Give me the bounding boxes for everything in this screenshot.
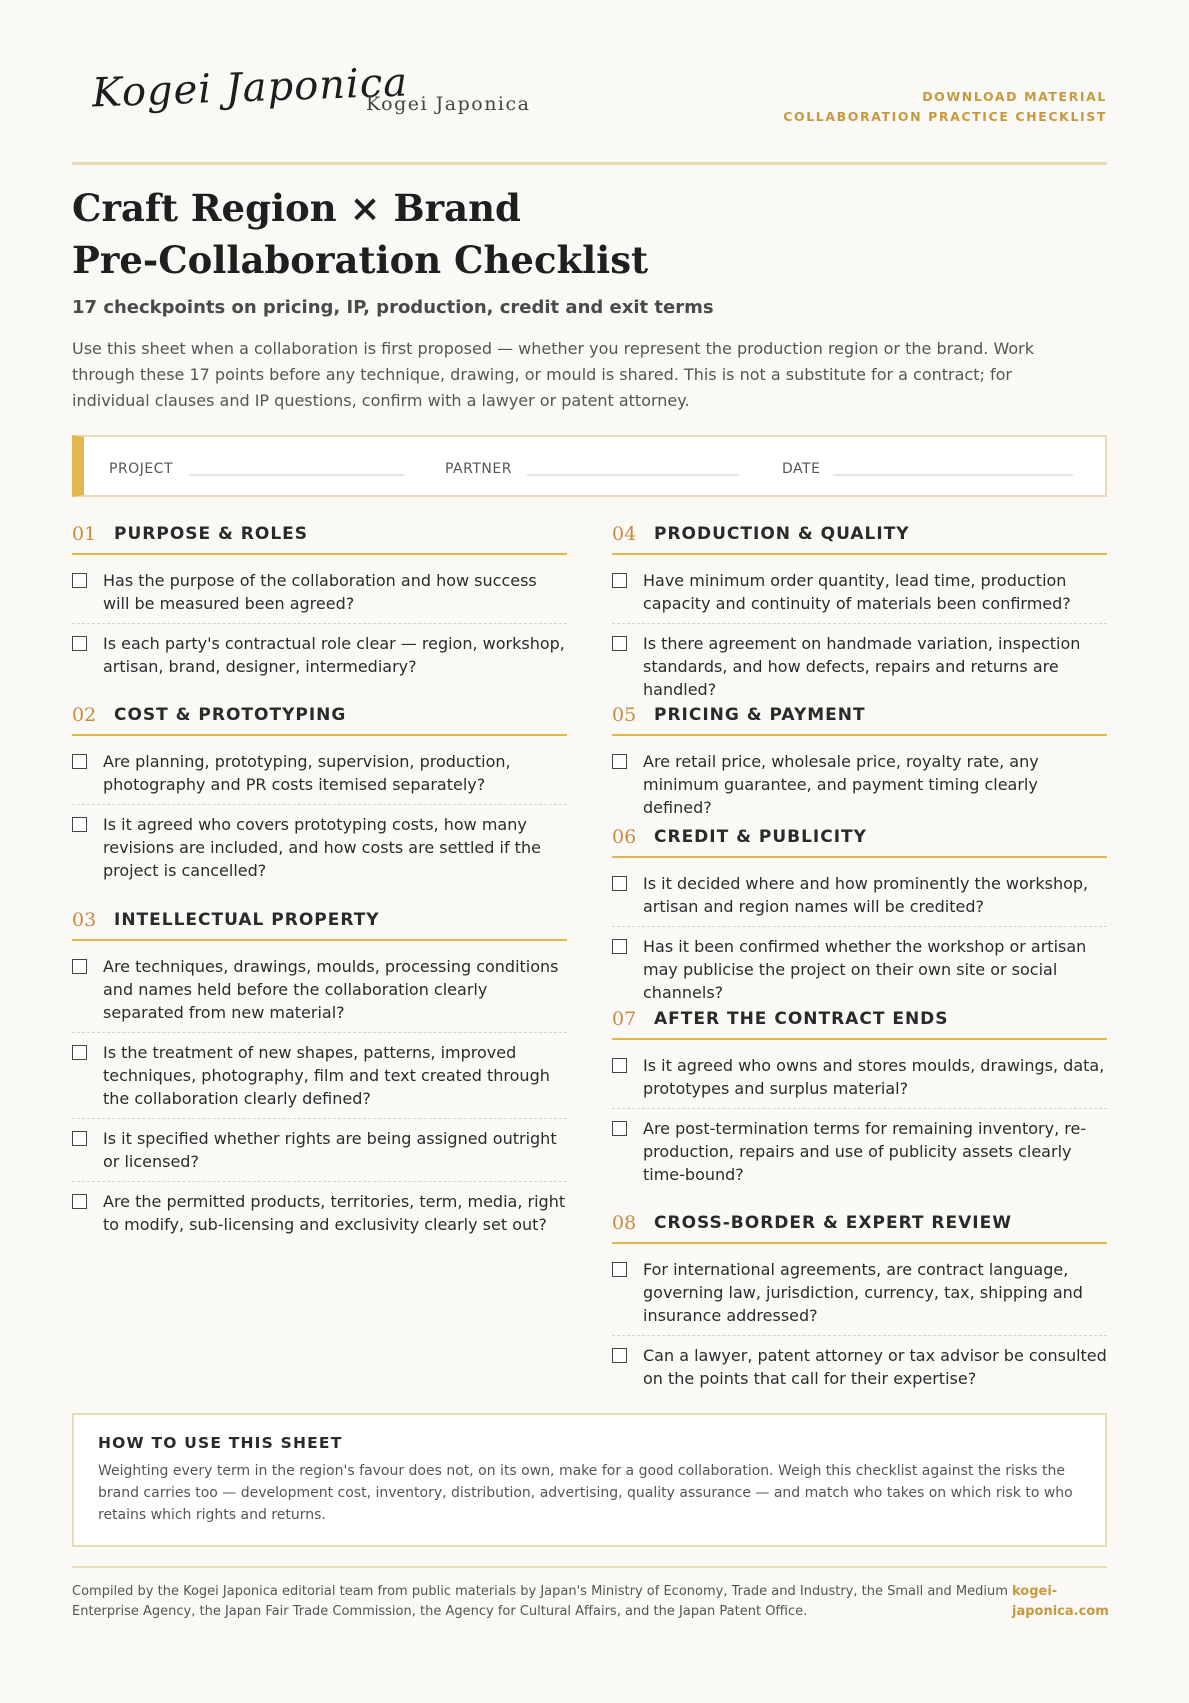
checkbox[interactable]	[612, 1262, 627, 1277]
section-title: AFTER THE CONTRACT ENDS	[654, 1009, 949, 1029]
section-08	[612, 1206, 1107, 1398]
page-title	[72, 182, 648, 286]
checklist-items	[612, 1046, 1107, 1194]
item-text: For international agreements, are contract language, governing law, jurisdiction, currency, tax, shipping and insurance addressed?	[643, 1260, 1083, 1325]
tag-line-checklist: COLLABORATION PRACTICE CHECKLIST	[783, 109, 1107, 124]
section-04	[612, 517, 1107, 709]
footer	[72, 1566, 1107, 1622]
checkbox[interactable]	[612, 939, 627, 954]
logo-wordmark: Kogei Japonica	[366, 93, 531, 115]
checklist-item	[72, 561, 567, 624]
checklist-item	[612, 1046, 1107, 1109]
checkbox[interactable]	[72, 754, 87, 769]
checkbox[interactable]	[612, 876, 627, 891]
how-to-use-box	[72, 1413, 1107, 1547]
item-text: Is there agreement on handmade variation, inspection standards, and how defects, repairs and returns are handled?	[643, 634, 1081, 699]
section-title: COST & PROTOTYPING	[114, 705, 347, 725]
checklist-items	[612, 561, 1107, 709]
header	[72, 55, 1107, 165]
section-title: PRODUCTION & QUALITY	[654, 524, 910, 544]
how-to-body: Weighting every term in the region's favour does not, on its own, make for a good collaboration. Weigh this checklist against the risks the brand carries too — development cost, inventory, distribution, advertising, quality assurance — and match who takes on which risk to who retains which rights and returns.	[98, 1463, 1073, 1523]
checklist-items	[72, 561, 567, 686]
partner-line[interactable]	[527, 474, 739, 476]
checklist-item	[612, 561, 1107, 624]
item-text: Are retail price, wholesale price, royalty rate, any minimum guarantee, and payment timing clearly defined?	[643, 752, 1039, 817]
item-text: Is it decided where and how prominently the workshop, artisan and region names will be credited?	[643, 874, 1089, 916]
section-number: 07	[612, 1008, 637, 1030]
checkbox[interactable]	[72, 1045, 87, 1060]
checklist-item	[72, 947, 567, 1033]
checklist-items	[612, 1250, 1107, 1398]
intro-paragraph: Use this sheet when a collaboration is first proposed — whether you represent the production region or the brand. Work through these 17 points before any technique, drawing, or mould is shared. This is not a substitute for a contract; for individual clauses and IP questions, confirm with a lawyer or patent attorney.	[72, 339, 1034, 410]
page-subtitle: 17 checkpoints on pricing, IP, production, credit and exit terms	[72, 297, 714, 318]
tag-line-download: DOWNLOAD MATERIAL	[922, 89, 1107, 104]
checklist-item	[72, 805, 567, 890]
section-number: 04	[612, 523, 637, 545]
section-title: INTELLECTUAL PROPERTY	[114, 910, 380, 930]
checkbox[interactable]	[72, 959, 87, 974]
date-label: DATE	[782, 461, 821, 477]
item-text: Are techniques, drawings, moulds, processing conditions and names held before the collaboration clearly separated from new material?	[103, 957, 559, 1022]
item-text: Is it agreed who covers prototyping costs, how many revisions are included, and how costs are settled if the project is cancelled?	[103, 815, 541, 880]
section-header	[72, 698, 567, 736]
footer-credits: Compiled by the Kogei Japonica editorial team from public materials by Japan's Ministry of Economy, Trade and Industry, the Small and Medium Enterprise Agency, the Japan Fair Trade Commission, the Agency for Cultural Affairs, and the Japan Patent Office.	[72, 1584, 1008, 1619]
checkbox[interactable]	[72, 817, 87, 832]
title-line-2: Pre-Collaboration Checklist	[72, 238, 649, 282]
checklist-item	[72, 624, 567, 686]
item-text: Are planning, prototyping, supervision, production, photography and PR costs itemised separately?	[103, 752, 511, 794]
how-to-title: HOW TO USE THIS SHEET	[98, 1434, 343, 1452]
item-text: Has the purpose of the collaboration and how success will be measured been agreed?	[103, 571, 537, 613]
checkbox[interactable]	[72, 1131, 87, 1146]
checklist-items	[612, 864, 1107, 1012]
section-title: PURPOSE & ROLES	[114, 524, 309, 544]
item-text: Can a lawyer, patent attorney or tax advisor be consulted on the points that call for their expertise?	[643, 1346, 1107, 1388]
title-line-1: Craft Region × Brand	[72, 186, 521, 230]
document-tag	[783, 87, 1107, 127]
project-label: PROJECT	[109, 461, 173, 477]
item-text: Are post-termination terms for remaining inventory, re-production, repairs and use of publicity assets clearly time-bound?	[643, 1119, 1087, 1184]
section-number: 01	[72, 523, 97, 545]
checklist-item	[612, 624, 1107, 709]
section-header	[612, 1002, 1107, 1040]
section-number: 06	[612, 826, 637, 848]
project-line[interactable]	[189, 474, 404, 476]
section-number: 05	[612, 704, 637, 726]
item-text: Is the treatment of new shapes, patterns, improved techniques, photography, film and text created through the collaboration clearly defined?	[103, 1043, 550, 1108]
checkbox[interactable]	[612, 754, 627, 769]
checklist-items	[612, 742, 1107, 827]
checkbox[interactable]	[72, 636, 87, 651]
item-text: Is it agreed who owns and stores moulds, drawings, data, prototypes and surplus material?	[643, 1056, 1105, 1098]
website-link[interactable]: kogei-japonica.com	[1012, 1584, 1109, 1619]
checklist-item	[612, 864, 1107, 927]
checklist-item	[612, 1250, 1107, 1336]
section-02	[72, 698, 567, 890]
checklist-items	[72, 947, 567, 1244]
partner-label: PARTNER	[445, 461, 512, 477]
section-header	[72, 903, 567, 941]
checklist-item	[72, 1033, 567, 1119]
section-number: 08	[612, 1212, 637, 1234]
section-header	[612, 698, 1107, 736]
section-header	[72, 517, 567, 555]
section-03	[72, 903, 567, 1244]
section-01	[72, 517, 567, 686]
section-number: 02	[72, 704, 97, 726]
checklist-item	[612, 742, 1107, 827]
checklist-item	[72, 1182, 567, 1244]
section-05	[612, 698, 1107, 827]
checkbox[interactable]	[72, 573, 87, 588]
section-07	[612, 1002, 1107, 1194]
date-line[interactable]	[833, 474, 1073, 476]
checklist-item	[72, 1119, 567, 1182]
checklist-item	[72, 742, 567, 805]
checkbox[interactable]	[612, 1348, 627, 1363]
section-06	[612, 820, 1107, 1012]
section-number: 03	[72, 909, 97, 931]
checklist-items	[72, 742, 567, 890]
checklist-item	[612, 1336, 1107, 1398]
item-text: Is it specified whether rights are being assigned outright or licensed?	[103, 1129, 557, 1171]
item-text: Are the permitted products, territories, term, media, right to modify, sub-licensing and exclusivity clearly set out?	[103, 1192, 566, 1234]
checklist-item	[612, 927, 1107, 1012]
section-title: CROSS-BORDER & EXPERT REVIEW	[654, 1213, 1012, 1233]
section-header	[612, 820, 1107, 858]
item-text: Has it been confirmed whether the workshop or artisan may publicise the project on their own site or social channels?	[643, 937, 1087, 1002]
item-text: Have minimum order quantity, lead time, production capacity and continuity of materials been confirmed?	[643, 571, 1071, 613]
section-title: CREDIT & PUBLICITY	[654, 827, 867, 847]
checkbox[interactable]	[612, 573, 627, 588]
logo-script: Kogei Japonica	[91, 59, 409, 117]
checkbox[interactable]	[72, 1194, 87, 1209]
project-fields-box	[72, 435, 1107, 497]
section-title: PRICING & PAYMENT	[654, 705, 866, 725]
section-header	[612, 1206, 1107, 1244]
checklist-item	[612, 1109, 1107, 1194]
item-text: Is each party's contractual role clear — region, workshop, artisan, brand, designer, intermediary?	[103, 634, 565, 676]
section-header	[612, 517, 1107, 555]
checkbox[interactable]	[612, 636, 627, 651]
checkbox[interactable]	[612, 1058, 627, 1073]
checkbox[interactable]	[612, 1121, 627, 1136]
